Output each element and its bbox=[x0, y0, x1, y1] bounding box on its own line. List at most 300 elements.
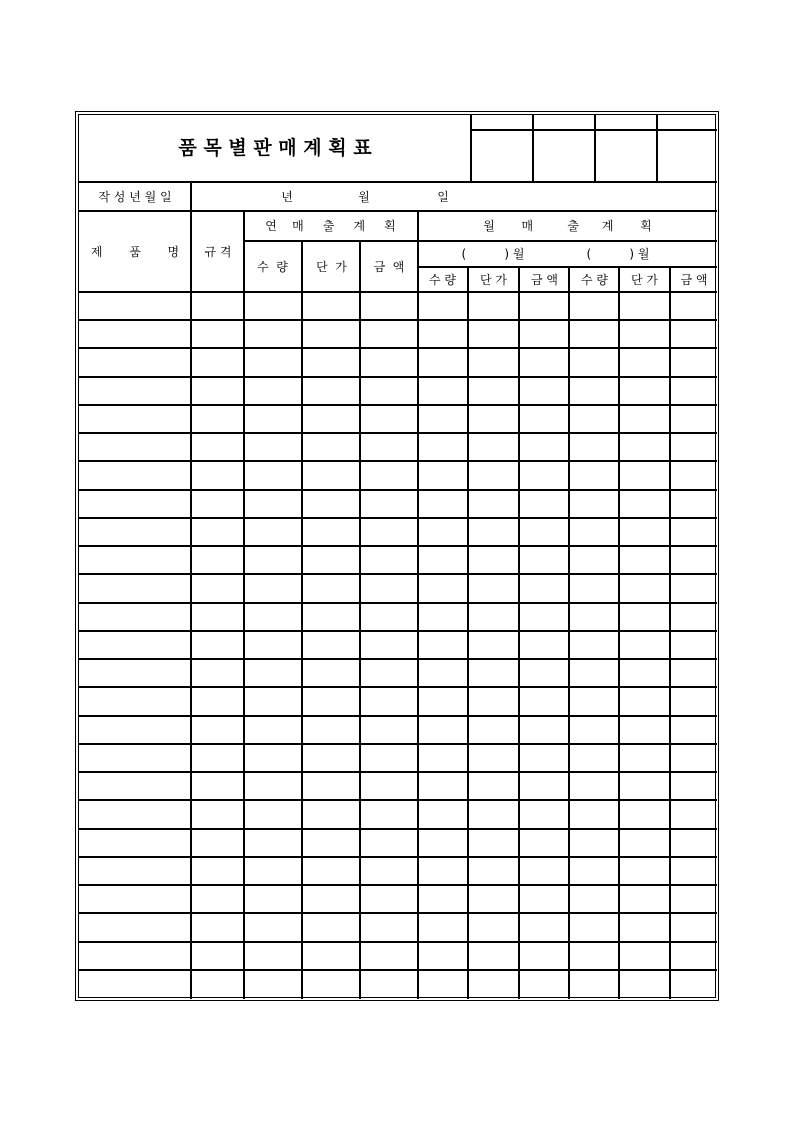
table-cell[interactable] bbox=[469, 801, 518, 827]
table-cell[interactable] bbox=[79, 886, 190, 912]
date-field[interactable] bbox=[192, 183, 717, 210]
table-cell[interactable] bbox=[570, 547, 618, 573]
table-cell[interactable] bbox=[419, 632, 467, 658]
table-cell[interactable] bbox=[570, 914, 618, 940]
table-cell[interactable] bbox=[419, 886, 467, 912]
table-row bbox=[79, 547, 717, 575]
table-cell[interactable] bbox=[419, 830, 467, 856]
table-cell[interactable] bbox=[520, 801, 568, 827]
table-cell[interactable] bbox=[520, 406, 568, 432]
table-cell[interactable] bbox=[419, 519, 467, 545]
table-cell[interactable] bbox=[469, 830, 518, 856]
table-cell[interactable] bbox=[570, 378, 618, 404]
table-cell[interactable] bbox=[192, 830, 243, 856]
table-cell[interactable] bbox=[361, 349, 417, 375]
table-cell[interactable] bbox=[192, 886, 243, 912]
table-cell[interactable] bbox=[570, 745, 618, 771]
table-row bbox=[79, 575, 717, 603]
table-cell[interactable] bbox=[192, 773, 243, 799]
table-cell[interactable] bbox=[303, 321, 359, 347]
table-cell[interactable] bbox=[79, 971, 190, 997]
table-cell[interactable] bbox=[570, 321, 618, 347]
table-cell[interactable] bbox=[361, 519, 417, 545]
table-cell[interactable] bbox=[192, 943, 243, 969]
table-cell[interactable] bbox=[520, 971, 568, 997]
table-row bbox=[79, 971, 717, 999]
table-cell[interactable] bbox=[245, 462, 301, 488]
table-cell[interactable] bbox=[303, 491, 359, 517]
table-cell[interactable] bbox=[192, 321, 243, 347]
table-cell[interactable] bbox=[303, 943, 359, 969]
table-cell[interactable] bbox=[620, 462, 669, 488]
table-cell[interactable] bbox=[245, 971, 301, 997]
table-cell[interactable] bbox=[192, 604, 243, 630]
table-cell[interactable] bbox=[570, 688, 618, 714]
table-cell[interactable] bbox=[79, 575, 190, 601]
table-cell[interactable] bbox=[570, 434, 618, 460]
table-cell[interactable] bbox=[192, 660, 243, 686]
table-cell[interactable] bbox=[361, 491, 417, 517]
table-cell[interactable] bbox=[520, 943, 568, 969]
table-cell[interactable] bbox=[570, 830, 618, 856]
table-cell[interactable] bbox=[303, 745, 359, 771]
table-cell[interactable] bbox=[469, 886, 518, 912]
table-cell[interactable] bbox=[245, 660, 301, 686]
table-cell[interactable] bbox=[79, 604, 190, 630]
table-cell[interactable] bbox=[361, 547, 417, 573]
table-cell[interactable] bbox=[419, 914, 467, 940]
table-cell[interactable] bbox=[520, 321, 568, 347]
document-frame bbox=[75, 111, 719, 1001]
table-cell[interactable] bbox=[419, 462, 467, 488]
table-cell[interactable] bbox=[303, 378, 359, 404]
table-cell[interactable] bbox=[620, 914, 669, 940]
table-cell[interactable] bbox=[192, 406, 243, 432]
table-cell[interactable] bbox=[570, 519, 618, 545]
date-day-label: 일 bbox=[437, 189, 449, 204]
table-cell[interactable] bbox=[245, 745, 301, 771]
table-row bbox=[79, 717, 717, 745]
table-cell[interactable] bbox=[671, 801, 715, 827]
date-label: 작 성 년 월 일 bbox=[98, 189, 172, 204]
table-cell[interactable] bbox=[620, 688, 669, 714]
table-cell[interactable] bbox=[361, 830, 417, 856]
table-cell[interactable] bbox=[361, 773, 417, 799]
table-cell[interactable] bbox=[671, 491, 715, 517]
table-cell[interactable] bbox=[245, 717, 301, 743]
table-cell[interactable] bbox=[570, 349, 618, 375]
table-cell[interactable] bbox=[79, 943, 190, 969]
table-cell[interactable] bbox=[79, 830, 190, 856]
table-cell[interactable] bbox=[520, 886, 568, 912]
table-cell[interactable] bbox=[245, 943, 301, 969]
table-cell[interactable] bbox=[469, 293, 518, 319]
table-cell[interactable] bbox=[419, 660, 467, 686]
table-cell[interactable] bbox=[570, 491, 618, 517]
table-cell[interactable] bbox=[469, 434, 518, 460]
table-cell[interactable] bbox=[361, 632, 417, 658]
table-cell[interactable] bbox=[79, 519, 190, 545]
table-cell[interactable] bbox=[419, 406, 467, 432]
table-cell[interactable] bbox=[671, 943, 715, 969]
table-cell[interactable] bbox=[79, 293, 190, 319]
table-row bbox=[79, 378, 717, 406]
table-cell[interactable] bbox=[79, 406, 190, 432]
table-cell[interactable] bbox=[419, 349, 467, 375]
table-cell[interactable] bbox=[620, 717, 669, 743]
table-cell[interactable] bbox=[469, 321, 518, 347]
table-cell[interactable] bbox=[361, 745, 417, 771]
table-cell[interactable] bbox=[469, 519, 518, 545]
table-cell[interactable] bbox=[620, 971, 669, 997]
table-cell[interactable] bbox=[520, 773, 568, 799]
table-cell[interactable] bbox=[671, 830, 715, 856]
table-cell[interactable] bbox=[419, 575, 467, 601]
approval-box-1[interactable] bbox=[472, 131, 532, 181]
table-cell[interactable] bbox=[192, 632, 243, 658]
table-cell[interactable] bbox=[79, 858, 190, 884]
table-cell[interactable] bbox=[303, 349, 359, 375]
table-cell[interactable] bbox=[361, 886, 417, 912]
table-cell[interactable] bbox=[419, 943, 467, 969]
approval-box-4[interactable] bbox=[658, 131, 717, 181]
table-cell[interactable] bbox=[671, 293, 715, 319]
table-cell[interactable] bbox=[419, 491, 467, 517]
table-cell[interactable] bbox=[469, 943, 518, 969]
table-cell[interactable] bbox=[620, 943, 669, 969]
table-cell[interactable] bbox=[303, 688, 359, 714]
table-cell[interactable] bbox=[671, 519, 715, 545]
table-cell[interactable] bbox=[361, 943, 417, 969]
table-cell[interactable] bbox=[79, 462, 190, 488]
table-cell[interactable] bbox=[245, 547, 301, 573]
table-cell[interactable] bbox=[245, 519, 301, 545]
table-cell[interactable] bbox=[79, 914, 190, 940]
table-cell[interactable] bbox=[192, 462, 243, 488]
table-cell[interactable] bbox=[620, 830, 669, 856]
table-cell[interactable] bbox=[620, 801, 669, 827]
table-cell[interactable] bbox=[245, 604, 301, 630]
month-2-header: ( ) 월 bbox=[586, 247, 650, 261]
table-cell[interactable] bbox=[361, 434, 417, 460]
table-cell[interactable] bbox=[192, 688, 243, 714]
m1-qty-header: 수 량 bbox=[429, 272, 456, 287]
table-cell[interactable] bbox=[620, 378, 669, 404]
table-cell[interactable] bbox=[79, 688, 190, 714]
table-cell[interactable] bbox=[671, 886, 715, 912]
annual-price-header: 단 가 bbox=[316, 259, 347, 274]
table-cell[interactable] bbox=[303, 971, 359, 997]
table-cell[interactable] bbox=[303, 858, 359, 884]
table-cell[interactable] bbox=[570, 943, 618, 969]
table-cell[interactable] bbox=[419, 434, 467, 460]
table-cell[interactable] bbox=[520, 378, 568, 404]
table-cell[interactable] bbox=[671, 547, 715, 573]
table-cell[interactable] bbox=[419, 745, 467, 771]
table-cell[interactable] bbox=[671, 349, 715, 375]
table-cell[interactable] bbox=[192, 858, 243, 884]
table-cell[interactable] bbox=[419, 688, 467, 714]
table-cell[interactable] bbox=[303, 547, 359, 573]
table-cell[interactable] bbox=[620, 321, 669, 347]
table-cell[interactable] bbox=[520, 349, 568, 375]
table-cell[interactable] bbox=[303, 632, 359, 658]
table-cell[interactable] bbox=[419, 547, 467, 573]
table-cell[interactable] bbox=[192, 293, 243, 319]
table-cell[interactable] bbox=[520, 491, 568, 517]
table-cell[interactable] bbox=[245, 914, 301, 940]
table-cell[interactable] bbox=[361, 604, 417, 630]
table-cell[interactable] bbox=[419, 801, 467, 827]
table-cell[interactable] bbox=[245, 801, 301, 827]
table-cell[interactable] bbox=[361, 858, 417, 884]
table-cell[interactable] bbox=[520, 604, 568, 630]
table-cell[interactable] bbox=[192, 547, 243, 573]
table-cell[interactable] bbox=[79, 660, 190, 686]
table-cell[interactable] bbox=[570, 293, 618, 319]
table-cell[interactable] bbox=[79, 491, 190, 517]
table-cell[interactable] bbox=[520, 914, 568, 940]
m2-amount-header: 금 액 bbox=[680, 272, 708, 287]
table-cell[interactable] bbox=[469, 349, 518, 375]
table-cell[interactable] bbox=[192, 434, 243, 460]
table-cell[interactable] bbox=[570, 801, 618, 827]
table-cell[interactable] bbox=[620, 886, 669, 912]
table-cell[interactable] bbox=[570, 773, 618, 799]
table-cell[interactable] bbox=[469, 462, 518, 488]
table-cell[interactable] bbox=[671, 378, 715, 404]
table-cell[interactable] bbox=[671, 575, 715, 601]
table-cell[interactable] bbox=[192, 575, 243, 601]
table-cell[interactable] bbox=[303, 717, 359, 743]
table-cell[interactable] bbox=[245, 632, 301, 658]
table-cell[interactable] bbox=[620, 632, 669, 658]
table-cell[interactable] bbox=[469, 858, 518, 884]
table-cell[interactable] bbox=[620, 406, 669, 432]
table-cell[interactable] bbox=[245, 406, 301, 432]
table-cell[interactable] bbox=[79, 378, 190, 404]
table-cell[interactable] bbox=[520, 462, 568, 488]
table-cell[interactable] bbox=[79, 632, 190, 658]
table-cell[interactable] bbox=[192, 519, 243, 545]
table-row bbox=[79, 462, 717, 490]
table-cell[interactable] bbox=[570, 660, 618, 686]
table-cell[interactable] bbox=[361, 660, 417, 686]
table-cell[interactable] bbox=[79, 349, 190, 375]
table-cell[interactable] bbox=[419, 378, 467, 404]
table-cell[interactable] bbox=[303, 462, 359, 488]
table-cell[interactable] bbox=[192, 745, 243, 771]
table-cell[interactable] bbox=[570, 632, 618, 658]
table-cell[interactable] bbox=[520, 547, 568, 573]
table-cell[interactable] bbox=[620, 660, 669, 686]
table-cell[interactable] bbox=[520, 293, 568, 319]
table-cell[interactable] bbox=[469, 971, 518, 997]
table-cell[interactable] bbox=[361, 575, 417, 601]
table-cell[interactable] bbox=[671, 773, 715, 799]
table-cell[interactable] bbox=[520, 858, 568, 884]
table-cell[interactable] bbox=[79, 773, 190, 799]
table-cell[interactable] bbox=[79, 717, 190, 743]
table-cell[interactable] bbox=[671, 604, 715, 630]
table-cell[interactable] bbox=[303, 914, 359, 940]
table-cell[interactable] bbox=[303, 604, 359, 630]
table-cell[interactable] bbox=[419, 858, 467, 884]
table-cell[interactable] bbox=[419, 773, 467, 799]
table-cell[interactable] bbox=[192, 971, 243, 997]
table-cell[interactable] bbox=[192, 717, 243, 743]
table-cell[interactable] bbox=[245, 773, 301, 799]
table-cell[interactable] bbox=[469, 773, 518, 799]
table-cell[interactable] bbox=[570, 406, 618, 432]
table-cell[interactable] bbox=[361, 406, 417, 432]
table-cell[interactable] bbox=[245, 886, 301, 912]
table-cell[interactable] bbox=[671, 858, 715, 884]
table-cell[interactable] bbox=[79, 321, 190, 347]
table-cell[interactable] bbox=[192, 491, 243, 517]
table-cell[interactable] bbox=[361, 971, 417, 997]
table-cell[interactable] bbox=[361, 321, 417, 347]
table-cell[interactable] bbox=[671, 434, 715, 460]
table-cell[interactable] bbox=[520, 830, 568, 856]
table-cell[interactable] bbox=[671, 914, 715, 940]
table-cell[interactable] bbox=[469, 914, 518, 940]
table-cell[interactable] bbox=[520, 660, 568, 686]
table-cell[interactable] bbox=[419, 293, 467, 319]
table-cell[interactable] bbox=[192, 378, 243, 404]
table-cell[interactable] bbox=[570, 886, 618, 912]
table-cell[interactable] bbox=[245, 491, 301, 517]
table-cell[interactable] bbox=[469, 745, 518, 771]
table-cell[interactable] bbox=[361, 688, 417, 714]
table-row bbox=[79, 688, 717, 716]
table-cell[interactable] bbox=[303, 660, 359, 686]
table-cell[interactable] bbox=[620, 547, 669, 573]
table-cell[interactable] bbox=[361, 717, 417, 743]
table-cell[interactable] bbox=[570, 717, 618, 743]
table-cell[interactable] bbox=[361, 801, 417, 827]
table-cell[interactable] bbox=[303, 801, 359, 827]
table-cell[interactable] bbox=[520, 688, 568, 714]
table-cell[interactable] bbox=[520, 575, 568, 601]
table-cell[interactable] bbox=[245, 575, 301, 601]
table-cell[interactable] bbox=[620, 491, 669, 517]
table-cell[interactable] bbox=[671, 321, 715, 347]
annual-plan-header: 연 매 출 계 획 bbox=[265, 219, 396, 233]
table-cell[interactable] bbox=[469, 547, 518, 573]
table-row bbox=[79, 604, 717, 632]
table-cell[interactable] bbox=[361, 462, 417, 488]
table-cell[interactable] bbox=[570, 858, 618, 884]
table-cell[interactable] bbox=[419, 717, 467, 743]
table-cell[interactable] bbox=[469, 378, 518, 404]
table-cell[interactable] bbox=[671, 745, 715, 771]
table-cell[interactable] bbox=[520, 717, 568, 743]
table-cell[interactable] bbox=[361, 378, 417, 404]
annual-qty-header: 수 량 bbox=[257, 259, 288, 274]
table-cell[interactable] bbox=[469, 575, 518, 601]
table-cell[interactable] bbox=[570, 971, 618, 997]
table-cell[interactable] bbox=[361, 293, 417, 319]
approval-box-2[interactable] bbox=[534, 131, 594, 181]
table-cell[interactable] bbox=[419, 604, 467, 630]
table-cell[interactable] bbox=[79, 745, 190, 771]
table-cell[interactable] bbox=[671, 971, 715, 997]
table-cell[interactable] bbox=[245, 293, 301, 319]
table-cell[interactable] bbox=[303, 830, 359, 856]
table-cell[interactable] bbox=[671, 632, 715, 658]
table-cell[interactable] bbox=[620, 604, 669, 630]
m1-price-header: 단 가 bbox=[480, 272, 507, 287]
table-cell[interactable] bbox=[303, 406, 359, 432]
table-cell[interactable] bbox=[620, 349, 669, 375]
table-cell[interactable] bbox=[245, 858, 301, 884]
table-cell[interactable] bbox=[469, 688, 518, 714]
table-cell[interactable] bbox=[671, 406, 715, 432]
table-cell[interactable] bbox=[520, 434, 568, 460]
table-cell[interactable] bbox=[469, 491, 518, 517]
table-cell[interactable] bbox=[303, 575, 359, 601]
table-cell[interactable] bbox=[570, 604, 618, 630]
table-cell[interactable] bbox=[520, 519, 568, 545]
table-cell[interactable] bbox=[620, 293, 669, 319]
table-cell[interactable] bbox=[303, 886, 359, 912]
table-cell[interactable] bbox=[469, 604, 518, 630]
table-cell[interactable] bbox=[620, 773, 669, 799]
table-cell[interactable] bbox=[419, 971, 467, 997]
table-cell[interactable] bbox=[245, 688, 301, 714]
table-cell[interactable] bbox=[469, 717, 518, 743]
table-cell[interactable] bbox=[245, 349, 301, 375]
table-cell[interactable] bbox=[671, 660, 715, 686]
table-cell[interactable] bbox=[192, 349, 243, 375]
table-cell[interactable] bbox=[303, 519, 359, 545]
table-cell[interactable] bbox=[303, 293, 359, 319]
table-cell[interactable] bbox=[620, 519, 669, 545]
table-cell[interactable] bbox=[469, 632, 518, 658]
table-cell[interactable] bbox=[192, 914, 243, 940]
table-cell[interactable] bbox=[79, 801, 190, 827]
table-cell[interactable] bbox=[671, 462, 715, 488]
table-cell[interactable] bbox=[620, 858, 669, 884]
table-cell[interactable] bbox=[245, 434, 301, 460]
table-cell[interactable] bbox=[620, 434, 669, 460]
table-cell[interactable] bbox=[245, 378, 301, 404]
table-cell[interactable] bbox=[361, 914, 417, 940]
table-cell[interactable] bbox=[303, 434, 359, 460]
table-cell[interactable] bbox=[671, 717, 715, 743]
table-cell[interactable] bbox=[520, 745, 568, 771]
table-cell[interactable] bbox=[620, 745, 669, 771]
table-cell[interactable] bbox=[245, 830, 301, 856]
table-row bbox=[79, 858, 717, 886]
sales-plan-table bbox=[78, 114, 716, 998]
table-cell[interactable] bbox=[303, 773, 359, 799]
table-cell[interactable] bbox=[671, 688, 715, 714]
table-cell[interactable] bbox=[469, 660, 518, 686]
table-cell[interactable] bbox=[520, 632, 568, 658]
table-cell[interactable] bbox=[79, 434, 190, 460]
table-cell[interactable] bbox=[419, 321, 467, 347]
table-cell[interactable] bbox=[192, 801, 243, 827]
table-cell[interactable] bbox=[79, 547, 190, 573]
approval-box-3[interactable] bbox=[596, 131, 656, 181]
table-cell[interactable] bbox=[570, 462, 618, 488]
table-cell[interactable] bbox=[469, 406, 518, 432]
table-cell[interactable] bbox=[570, 575, 618, 601]
table-cell[interactable] bbox=[245, 321, 301, 347]
table-cell[interactable] bbox=[620, 575, 669, 601]
